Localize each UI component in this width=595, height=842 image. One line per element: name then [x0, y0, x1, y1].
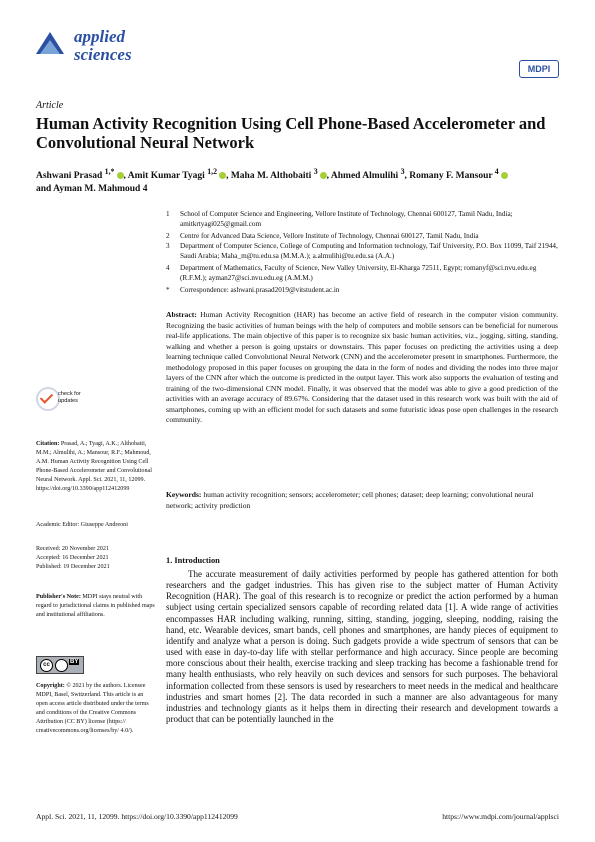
journal-name-line2: sciences — [74, 45, 132, 64]
orcid-icon[interactable] — [320, 172, 327, 179]
keywords — [166, 490, 558, 511]
affiliation-text: Department of Computer Science, College of Computing and Information technology, Taif University, P.O. Box 11099, Taif 21944, Saudi Arabia; Maha_m@tu.edu.sa (M.M.A.); a.almulihi@tu.edu.sa (A.A.) — [180, 242, 558, 260]
affiliation-number: * — [166, 286, 170, 294]
author-line-1: Ashwani Prasad $^{1,*}$ , Amit Kumar Tyagi $^{1,2}$ , Maha M. Althobaiti $^3$ , Ahmed Almulihi $^3$, Romany F. Mansour $^4$ — [36, 165, 566, 183]
dates — [36, 545, 156, 572]
affiliation-3 — [166, 242, 561, 262]
published-date: Published: 19 December 2021 — [36, 563, 110, 570]
by-label: BY — [70, 659, 79, 665]
abstract-text: Human Activity Recognition (HAR) has become an active field of research in the computer vision community. Recognizing the basic activities of human beings with the help of computers and mobile sensors can be beneficial for numerous real-life applications. The main objective of this paper is to recognize six basic human activities, viz., jogging, sitting, standing, walking and whether a person is going upstairs or downstairs. This paper focuses on predicting the activities using a deep learning technique called Convolutional Neural Network (CNN) and the accelerometer present in smartphones. Furthermore, the methodology proposed in this paper focuses on grouping the data in the form of nodes and dividing the nodes into three major layers of the CNN after which the outcome is predicted in the output layer. This work also supports the evaluation of testing and training of the two-dimensional CNN model. Finally, it was observed that the model was able to give a good prediction of the activities with an average accuracy of 89.67%. Considering that the dataset used in this research work was built with the aid of smartphones, coming up with an efficient model for such datasets and some futuristic ideas pose open challenges in the research community. — [166, 310, 558, 424]
publisher-note-label: Publisher's Note: — [36, 594, 81, 600]
affiliation-1 — [166, 210, 561, 230]
publisher-note-text: MDPI stays neutral with regard to jurisdictional claims in published maps and institutional affiliations. — [36, 594, 155, 618]
section-heading: 1. Introduction — [166, 556, 220, 565]
affiliation-text: Centre for Advanced Data Science, Vellore Institute of Technology, Chennai 600127, Tamil Nadu, India — [180, 232, 479, 240]
received-date: Received: 20 November 2021 — [36, 546, 109, 552]
publisher-note — [36, 593, 156, 620]
citation — [36, 440, 156, 493]
footer-journal-link[interactable]: https://www.mdpi.com/journal/applsci — [442, 812, 559, 821]
keywords-text: human activity recognition; sensors; accelerometer; cell phones; dataset; deep learning; convolutional neural network; activity prediction — [166, 490, 534, 510]
affiliation-text: School of Computer Science and Engineering, Vellore Institute of Technology, Chennai 600127, Tamil Nadu, India; amitkrtyagi025@gmail.com — [180, 210, 513, 228]
cc-icon: cc — [40, 659, 53, 672]
abstract-label: Abstract: — [166, 310, 197, 319]
abstract — [166, 310, 558, 426]
orcid-icon[interactable] — [219, 172, 226, 179]
citation-text: Prasad, A.; Tyagi, A.K.; Althobaiti, M.M.; Almulihi, A.; Mansour, R.F.; Mahmoud, A.M. Human Activity Recognition Using Cell Phone-Based Accelerometer and Convolutional Neural Network. Appl. Sci. 2021, 11, 12099. https://doi.org/10.3390/app112412099 — [36, 441, 152, 492]
copyright-label: Copyright: — [36, 683, 65, 689]
affiliation-number: 1 — [166, 210, 170, 218]
copyright-text: © 2021 by the authors. Licensee MDPI, Basel, Switzerland. This article is an open access article distributed under the terms and conditions of the Creative Commons Attribution (CC BY) license (https:// creativecommons.org/licenses/by/ 4.0/). — [36, 683, 149, 734]
author-line-2: and Ayman M. Mahmoud 4 — [36, 184, 148, 195]
correspondence — [166, 286, 561, 296]
copyright — [36, 682, 156, 735]
academic-editor: Academic Editor: Giuseppe Andreoni — [36, 522, 128, 528]
affiliation-text: Department of Mathematics, Faculty of Science, New Valley University, El-Kharga 72511, Egypt; romanyf@sci.nvu.edu.eg (R.F.M.); ayman27@sci.nvu.edu.eg (A.M.M.) — [180, 264, 537, 282]
article-type: Article — [36, 100, 64, 111]
introduction-text: The accurate measurement of daily activities performed by people has gathered attention for both researchers and the gadget industries. This has given rise to the subject matter of Human Activity Recognition (HAR). The goal of this research is to recognize or predict the action performed by a human subject using certain specialized sensors capable of recording related data [1]. A wide range of activities encompasses HAR including walking, running, sitting, standing, jogging, sleeping, nodding, raising the hand, etc. Wearable devices, smart bands, cell phones and smartphones, are handy pieces of equipment to identify and analyze what a person is doing. Such gadgets provide a wide spectrum of sensors that can be used with ease in day-to-day life with stellar performance and high accuracy. Since people are becoming more conscious about their health, exercise tracking and sleep tracking has become a fashionable trend for many health enthusiasts, who rely heavily on such devices and sensors for such purposes. The behavioral information collected from these sensors is used by researchers to meet needs in the medical and healthcare industries and smart homes [2]. The data recorded in such a manner are also advantageous for many industries and technology giants as it helps them in directing their research and development towards a product that can be potentially launched in the — [166, 569, 558, 725]
journal-logo-accent — [40, 40, 60, 54]
affiliation-number: 3 — [166, 242, 170, 250]
affiliation-4 — [166, 264, 561, 284]
paper-title: Human Activity Recognition Using Cell Phone-Based Accelerometer and Convolutional Neural Network — [36, 114, 546, 152]
orcid-icon[interactable] — [117, 172, 124, 179]
footer-citation[interactable]: Appl. Sci. 2021, 11, 12099. https://doi.org/10.3390/app112412099 — [36, 812, 238, 821]
affiliation-number: 2 — [166, 232, 170, 240]
attribution-icon — [55, 659, 68, 672]
page-footer — [36, 812, 559, 821]
affiliation-2 — [166, 232, 561, 242]
journal-name-line1: applied — [74, 27, 125, 46]
check-updates-label[interactable]: check for updates — [58, 391, 81, 404]
check-updates-icon[interactable] — [36, 387, 60, 411]
orcid-icon[interactable] — [501, 172, 508, 179]
journal-name — [74, 28, 132, 64]
citation-label: Citation: — [36, 441, 60, 447]
keywords-label: Keywords: — [166, 490, 202, 499]
affiliation-text: Correspondence: ashwani.prasad2019@vitstudent.ac.in — [180, 286, 340, 294]
cc-license-badge[interactable] — [36, 656, 84, 674]
affiliation-number: 4 — [166, 264, 170, 272]
publisher-logo: MDPI — [519, 60, 559, 78]
author-list — [36, 165, 566, 196]
introduction-paragraph — [166, 569, 558, 725]
accepted-date: Accepted: 16 December 2021 — [36, 554, 109, 561]
